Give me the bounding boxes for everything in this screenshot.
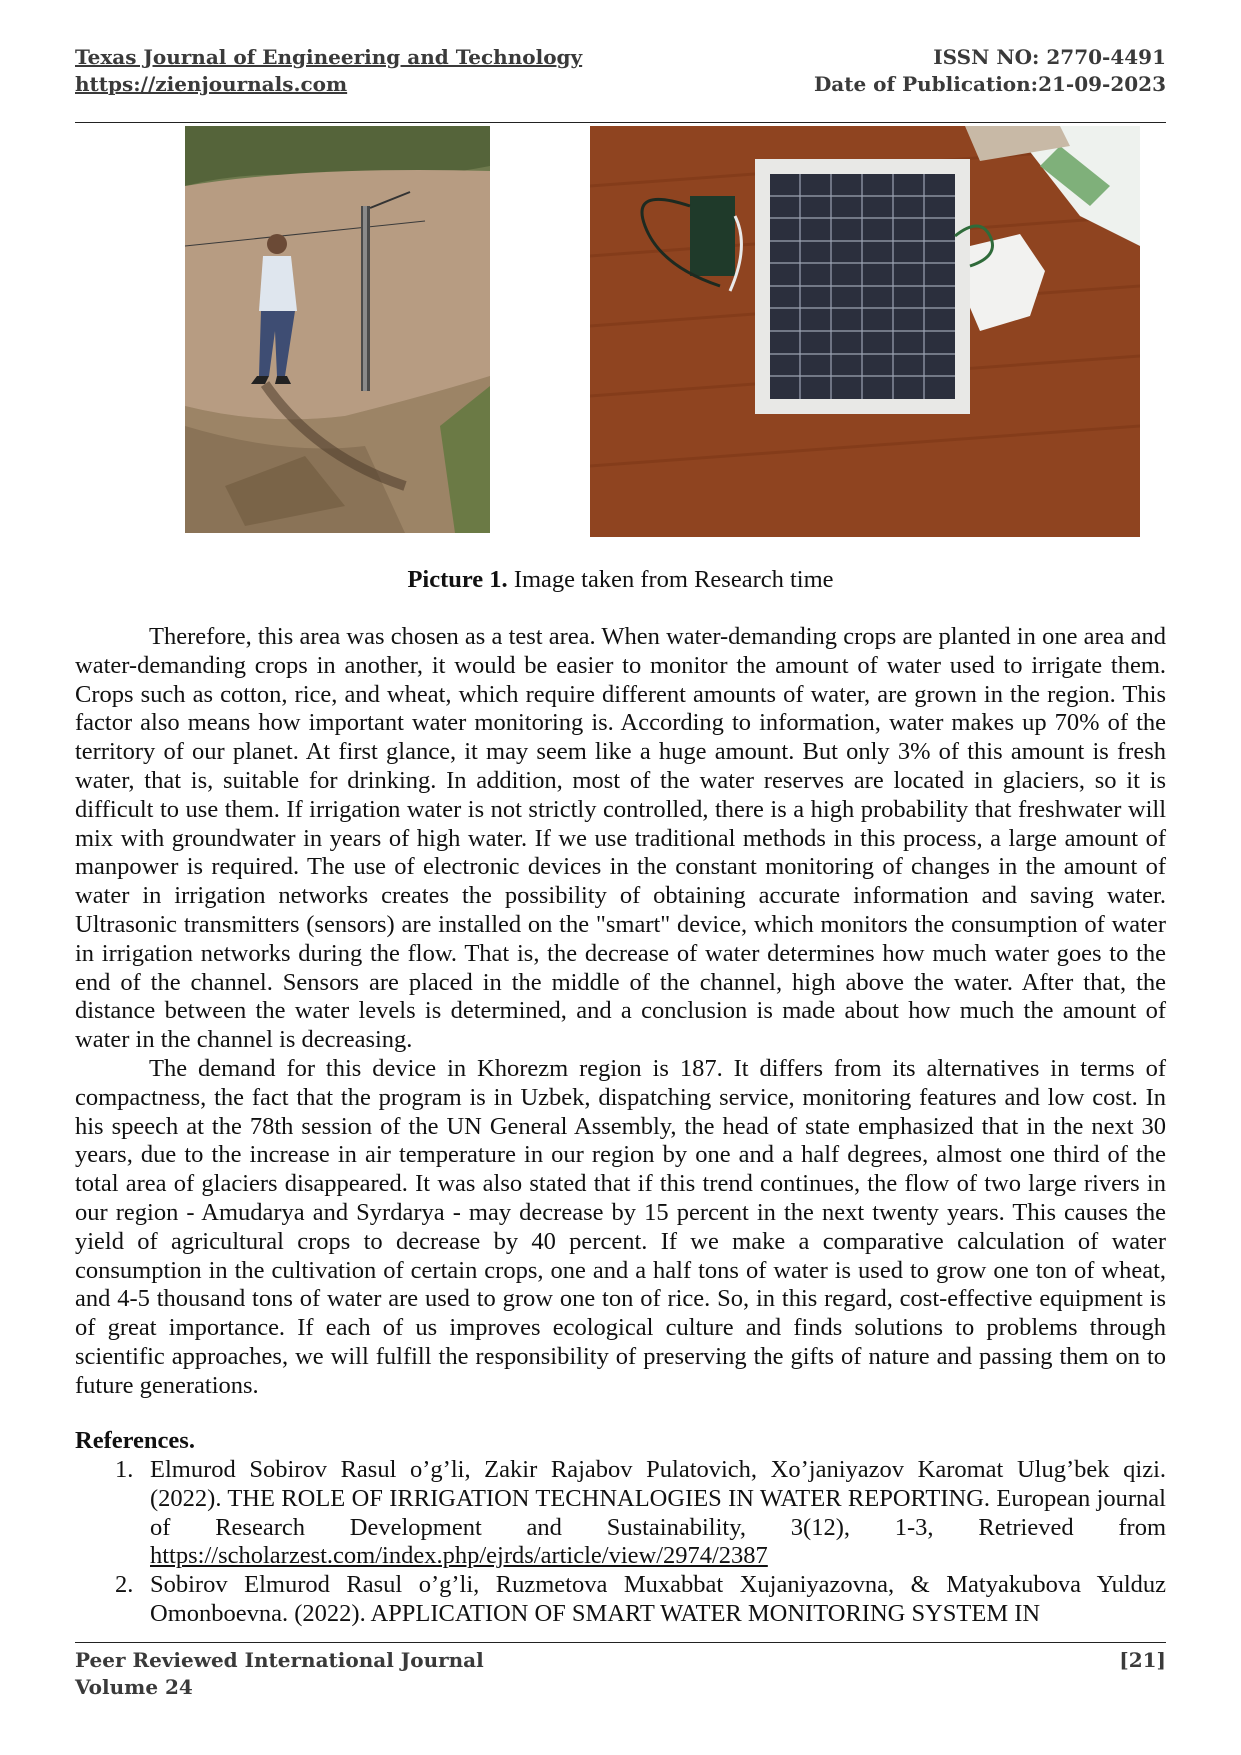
page-number: [21] <box>1119 1648 1166 1672</box>
footer-divider <box>75 1642 1166 1643</box>
journal-url-link[interactable]: https://zienjournals.com <box>75 72 348 96</box>
references-heading: References. <box>75 1427 195 1454</box>
footer-volume: Volume 24 <box>75 1675 193 1699</box>
footer-journal: Peer Reviewed International Journal <box>75 1648 484 1672</box>
solar-panel-photo <box>590 126 1140 537</box>
figure-caption-label: Picture 1. <box>407 566 508 593</box>
figure-caption-text: Image taken from Research time <box>507 566 834 593</box>
reference-item <box>75 1571 1166 1629</box>
figure-caption <box>75 566 1166 594</box>
reference-number: 1. <box>115 1456 134 1483</box>
reference-text: Sobirov Elmurod Rasul o’g’li, Ruzmetova Muxabbat Xujaniyazovna, & Matyakubova Yulduz Omonboevna. (2022). APPLICATION OF SMART WATER MONITORING SYSTEM IN <box>150 1571 1166 1627</box>
reference-number: 2. <box>115 1571 134 1599</box>
body-text <box>75 623 1166 1401</box>
body-paragraph-1: Therefore, this area was chosen as a test area. When water-demanding crops are planted in one area and water-demanding crops in another, it would be easier to monitor the amount of water used to irrigate them. Crops such as cotton, rice, and wheat, which require different amounts of water, are grown in the region. This factor also means how important water monitoring is. According to information, water makes up 70% of the territory of our planet. At first glance, it may seem like a huge amount. But only 3% of this amount is fresh water, that is, suitable for drinking. In addition, most of the water reserves are located in glaciers, so it is difficult to use them. If irrigation water is not strictly controlled, there is a high probability that freshwater will mix with groundwater in years of high water. If we use traditional methods in this process, a large amount of manpower is required. The use of electronic devices in the constant monitoring of changes in the amount of water in irrigation networks creates the possibility of obtaining accurate information and saving water. Ultrasonic transmitters (sensors) are installed on the "smart" device, which monitors the consumption of water in irrigation networks during the flow. That is, the decrease of water determines how much water goes to the end of the channel. Sensors are placed in the middle of the channel, high above the water. After that, the distance between the water levels is determined, and a conclusion is made about how much the amount of water in the channel is decreasing. <box>75 623 1166 1054</box>
reference-link[interactable]: https://scholarzest.com/index.php/ejrds/article/view/2974/2387 <box>150 1542 768 1570</box>
header-divider <box>75 122 1166 123</box>
canal-measurement-photo <box>185 126 490 533</box>
journal-title: Texas Journal of Engineering and Technology <box>75 45 583 69</box>
issn-number: ISSN NO: 2770-4491 <box>933 45 1166 69</box>
references-list <box>75 1456 1166 1629</box>
reference-item <box>75 1456 1166 1571</box>
reference-text: Elmurod Sobirov Rasul o’g’li, Zakir Rajabov Pulatovich, Xo’janiyazov Karomat Ulug’bek qizi. (2022). THE ROLE OF IRRIGATION TECHNALOGIES IN WATER REPORTING. European journal of Research Development and Sustainability, 3(12), 1-3, Retrieved from <box>150 1456 1166 1541</box>
publication-date: Date of Publication:21-09-2023 <box>813 72 1166 96</box>
body-paragraph-2: The demand for this device in Khorezm region is 187. It differs from its alternatives in terms of compactness, the fact that the program is in Uzbek, dispatching service, monitoring features and low cost. In his speech at the 78th session of the UN General Assembly, the head of state emphasized that in the next 30 years, due to the increase in air temperature in our region by one and a half degrees, almost one third of the total area of glaciers disappeared. It was also stated that if this trend continues, the flow of two large rivers in our region - Amudarya and Syrdarya - may decrease by 15 percent in the next twenty years. This causes the yield of agricultural crops to decrease by 40 percent. If we make a comparative calculation of water consumption in the cultivation of certain crops, one and a half tons of water is used to grow one ton of wheat, and 4-5 thousand tons of water are used to grow one ton of rice. So, in this regard, cost-effective equipment is of great importance. If each of us improves ecological culture and finds solutions to problems through scientific approaches, we will fulfill the responsibility of preserving the gifts of nature and passing them on to future generations. <box>75 1054 1166 1399</box>
